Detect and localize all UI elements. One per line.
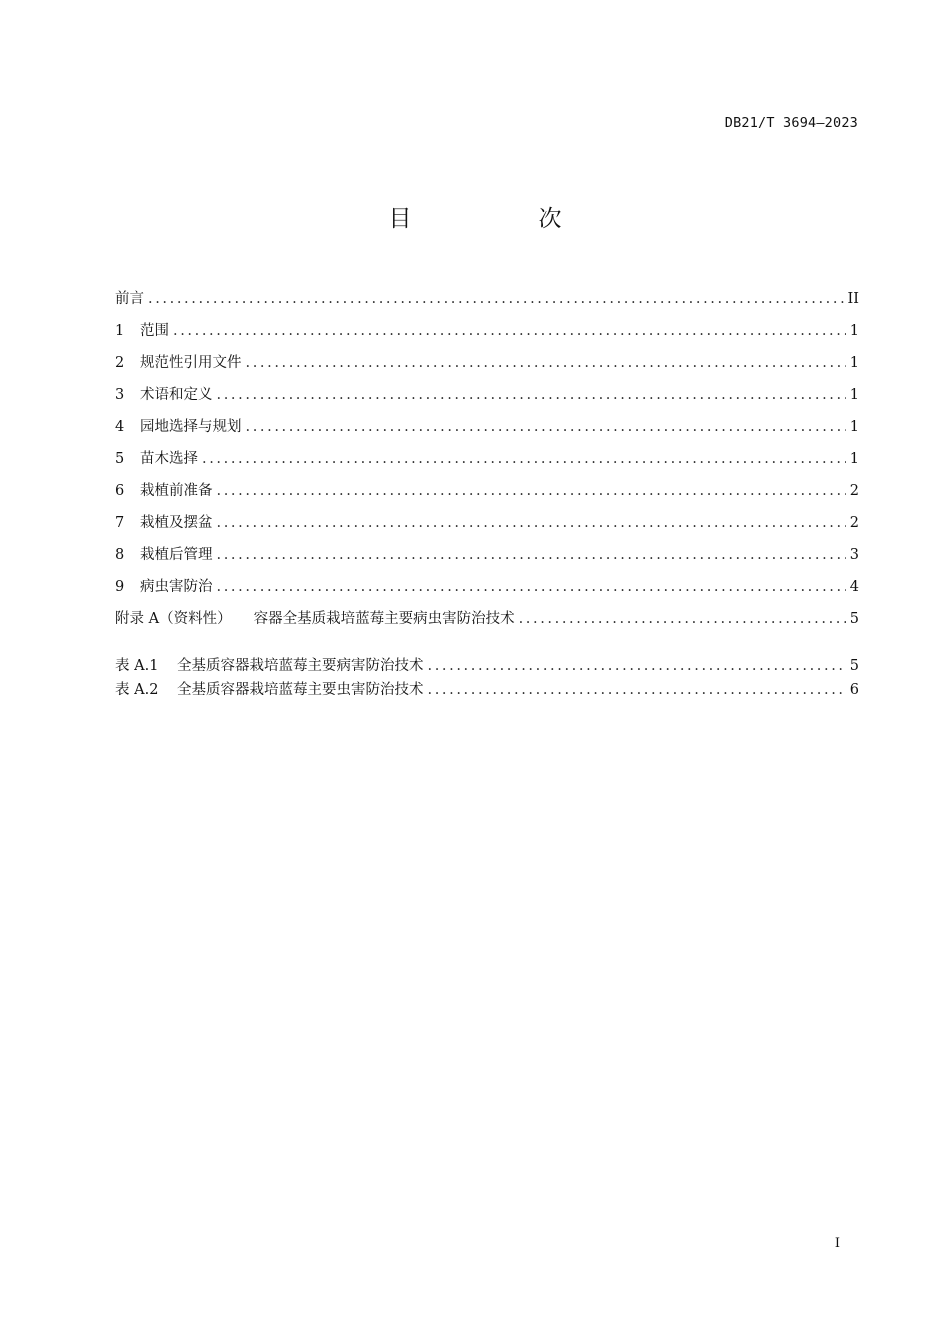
table-entry-number: 表 A.1 <box>115 658 159 674</box>
list-of-tables <box>115 654 859 702</box>
toc-leader-dots <box>173 323 846 339</box>
toc-entry-seedling-selection[interactable] <box>115 447 859 479</box>
toc-entry-number: 4 <box>115 419 125 435</box>
toc-entry-pre-planting[interactable] <box>115 479 859 511</box>
toc-entry-page: II <box>847 291 859 307</box>
toc-entry-label: 范围 <box>140 323 169 339</box>
toc-entry-label: 栽植及摆盆 <box>140 515 213 531</box>
toc-entry-label: 规范性引用文件 <box>140 355 242 371</box>
toc-leader-dots <box>217 547 846 563</box>
toc-entry-pest-control[interactable] <box>115 575 859 607</box>
toc-entry-number: 1 <box>115 323 125 339</box>
table-of-contents <box>115 287 859 639</box>
page-title: 目 次 <box>388 206 614 232</box>
toc-leader-dots <box>519 611 846 627</box>
toc-entry-post-planting[interactable] <box>115 543 859 575</box>
toc-entry-page: 1 <box>849 355 859 371</box>
toc-entry-label: 术语和定义 <box>140 387 213 403</box>
toc-entry-number: 7 <box>115 515 125 531</box>
toc-entry-number: 2 <box>115 355 125 371</box>
toc-leader-dots <box>217 483 846 499</box>
toc-entry-number: 8 <box>115 547 125 563</box>
toc-entry-label: 病虫害防治 <box>140 579 213 595</box>
toc-leader-dots <box>246 419 846 435</box>
toc-entry-site-selection[interactable] <box>115 415 859 447</box>
toc-entry-page: 2 <box>849 515 859 531</box>
toc-entry-page: 2 <box>849 483 859 499</box>
toc-entry-page: 1 <box>849 451 859 467</box>
toc-leader-dots <box>202 451 846 467</box>
toc-entry-page: 1 <box>849 387 859 403</box>
toc-entry-page: 1 <box>849 419 859 435</box>
toc-entry-page: 1 <box>849 323 859 339</box>
toc-entry-label: 苗木选择 <box>140 451 198 467</box>
table-entry-label: 全基质容器栽培蓝莓主要病害防治技术 <box>177 658 424 674</box>
table-entry-a2[interactable] <box>115 678 859 702</box>
toc-entry-label: 栽植后管理 <box>140 547 213 563</box>
toc-entry-page: 4 <box>849 579 859 595</box>
toc-entry-number: 5 <box>115 451 125 467</box>
toc-leader-dots <box>217 387 846 403</box>
toc-leader-dots <box>217 579 846 595</box>
toc-entry-sublabel: 容器全基质栽培蓝莓主要病虫害防治技术 <box>253 611 515 627</box>
table-entry-a1[interactable] <box>115 654 859 678</box>
toc-leader-dots <box>217 515 846 531</box>
toc-entry-terms-definitions[interactable] <box>115 383 859 415</box>
standard-code: DB21/T 3694—2023 <box>724 115 858 131</box>
toc-entry-label: 栽植前准备 <box>140 483 213 499</box>
toc-entry-scope[interactable] <box>115 319 859 351</box>
toc-entry-appendix-a[interactable] <box>115 607 859 639</box>
toc-entry-planting[interactable] <box>115 511 859 543</box>
toc-entry-label: 园地选择与规划 <box>140 419 242 435</box>
toc-entry-normative-references[interactable] <box>115 351 859 383</box>
toc-entry-label: 前言 <box>115 291 144 307</box>
toc-entry-foreword[interactable] <box>115 287 859 319</box>
toc-leader-dots <box>148 291 844 307</box>
toc-leader-dots <box>428 682 846 698</box>
toc-entry-page: 3 <box>849 547 859 563</box>
toc-entry-number: 3 <box>115 387 125 403</box>
table-entry-label: 全基质容器栽培蓝莓主要虫害防治技术 <box>177 682 424 698</box>
toc-entry-page: 5 <box>849 611 859 627</box>
toc-entry-label: 附录 A（资料性） <box>115 611 232 627</box>
table-entry-number: 表 A.2 <box>115 682 159 698</box>
toc-leader-dots <box>428 658 846 674</box>
toc-leader-dots <box>246 355 846 371</box>
toc-entry-number: 6 <box>115 483 125 499</box>
page-number: I <box>834 1236 840 1251</box>
table-entry-page: 5 <box>849 658 859 674</box>
toc-entry-number: 9 <box>115 579 125 595</box>
table-entry-page: 6 <box>849 682 859 698</box>
